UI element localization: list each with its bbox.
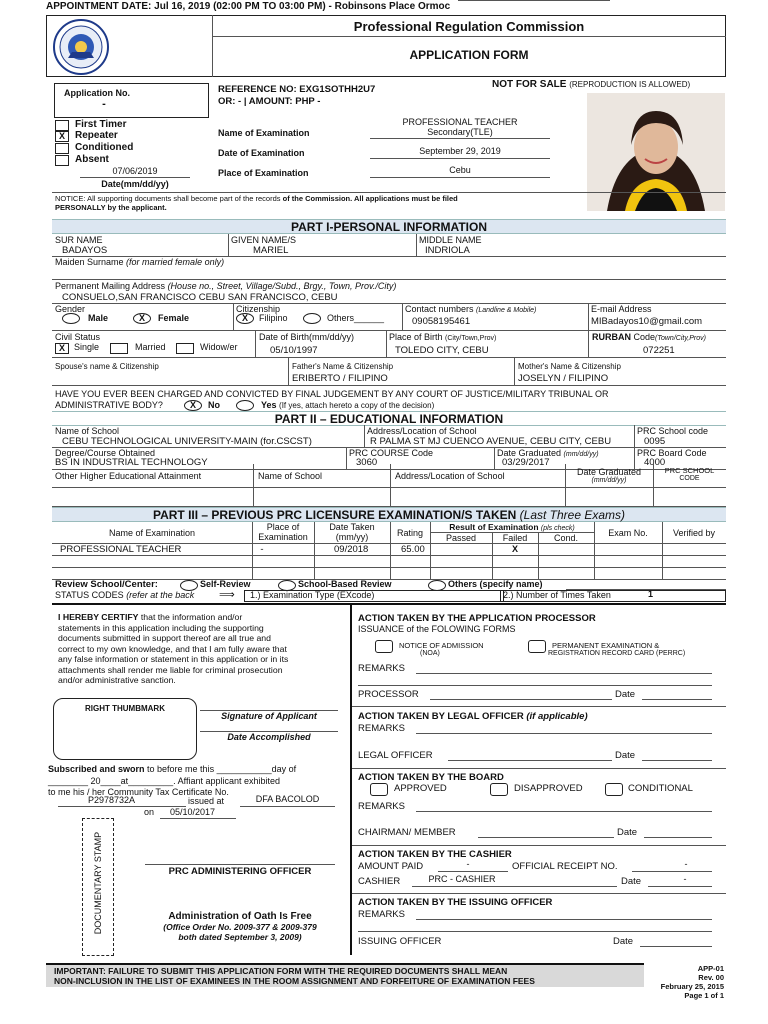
official-receipt-value: - — [684, 859, 688, 869]
remarks-3: REMARKS — [358, 801, 405, 812]
chairman-date-label: Date — [617, 827, 638, 838]
contact-value: 09058195461 — [412, 316, 471, 327]
email-value: MIBadayos10@gmail.com — [591, 316, 703, 327]
perrc-label: PERMANENT EXAMINATION & — [552, 641, 660, 650]
other-grad-note: (mm/dd/yy) — [591, 477, 627, 484]
date-accomplished-label: Date Accomplished — [227, 732, 311, 742]
board-code-label: PRC Board Code — [637, 448, 707, 458]
charged-question: HAVE YOU EVER BEEN CHARGED AND CONVICTED BY FINAL JUDGEMENT BY ANY COURT OF JUSTICE/MILITARY TRIBUNAL OR — [55, 389, 609, 399]
application-no-label: Application No. — [64, 88, 130, 98]
board-code-value: 4000 — [644, 457, 666, 468]
cashier-date-value: - — [683, 874, 687, 884]
school-address-label: Address/Location of School — [367, 426, 477, 436]
given-name-value: MARIEL — [253, 245, 289, 256]
commission-title: Professional Regulation Commission — [353, 19, 585, 34]
others-label: Others______ — [327, 313, 385, 323]
course-code-label: PRC COURSE Code — [349, 448, 434, 458]
civil-status-label: Civil Status — [55, 332, 101, 342]
spouse-label: Spouse's name & Citizenship — [55, 362, 159, 371]
school-code-value: 0095 — [644, 436, 666, 447]
grad-date-label: Date Graduated (mm/dd/yy) — [497, 448, 599, 458]
female-radio[interactable]: X — [133, 313, 151, 324]
issuing-officer-label: ISSUING OFFICER — [358, 936, 442, 947]
on-label: on — [144, 807, 155, 817]
issuing-date-label: Date — [613, 936, 634, 947]
other-school-label: Name of School — [258, 471, 323, 481]
remarks-1: REMARKS — [358, 663, 405, 674]
disapproved-label: DISAPPROVED — [514, 783, 583, 794]
col-exam-name: Name of Examination — [108, 528, 196, 538]
charged-no-radio[interactable]: X — [184, 400, 202, 411]
processor-date-label: Date — [615, 689, 636, 700]
chairman-label: CHAIRMAN/ MEMBER — [358, 827, 456, 838]
middle-name-value: INDRIOLA — [425, 245, 470, 256]
perrc-label-2: REGISTRATION RECORD CARD (PERRC) — [548, 650, 686, 657]
filipino-radio[interactable]: X — [236, 313, 254, 324]
signature-label: Signature of Applicant — [221, 711, 317, 721]
col-rating: Rating — [396, 528, 423, 538]
degree-value: BS IN INDUSTRIAL TECHNOLOGY — [55, 457, 208, 468]
exam-date-label: Date of Examination — [218, 148, 305, 158]
ctc-number: P2978732A — [88, 795, 136, 805]
first-timer-label: First Timer — [75, 119, 127, 130]
issued-at-value: DFA BACOLOD — [255, 794, 320, 804]
rurban-label: RURBAN Code(Town/City,Prov) — [592, 332, 706, 342]
widow-checkbox[interactable] — [176, 343, 194, 354]
appointment-date: APPOINTMENT DATE: Jul 16, 2019 (02:00 PM TO 03:00 PM) - Robinsons Place Ormoc — [46, 1, 451, 12]
status-codes: STATUS CODES (refer at the back — [55, 590, 195, 600]
conditioned-label: Conditioned — [75, 142, 134, 153]
application-date: 07/06/2019 — [112, 166, 158, 176]
first-timer-checkbox[interactable] — [55, 120, 69, 131]
exam-name-value: PROFESSIONAL TEACHER — [402, 117, 518, 127]
conditional-checkbox[interactable] — [605, 783, 623, 796]
board-title: ACTION TAKEN BY THE BOARD — [358, 772, 504, 783]
legal-date-label: Date — [615, 750, 636, 761]
form-code: APP-01 — [697, 964, 724, 973]
form-date: February 25, 2015 — [660, 982, 724, 991]
applicant-photo — [587, 93, 725, 211]
prc-officer: PRC ADMINISTERING OFFICER — [168, 866, 312, 877]
important-line-2: NON-INCLUSION IN THE LIST OF EXAMINEES IN THE ROOM ASSIGNMENT AND FORFEITURE OF EXAMINATION FEES — [54, 976, 535, 986]
date-label: Date(mm/dd/yy) — [101, 179, 169, 189]
application-no-value: - — [102, 98, 106, 110]
col-cond: Cond. — [553, 533, 579, 543]
single-label: Single — [74, 342, 100, 352]
oath-note-2: both dated September 3, 2009) — [178, 932, 302, 942]
mailing-address-label: Permanent Mailing Address (House no., Street, Village/Subd., Brgy., Town, Prov./City) — [55, 281, 397, 291]
charged-no-label: No — [208, 400, 220, 410]
col-verified: Verified by — [672, 528, 716, 538]
times-taken-value: 1 — [648, 589, 654, 599]
widow-label: Widow/er — [200, 342, 238, 352]
school-address-value: R PALMA ST MJ CUENCO AVENUE, CEBU CITY, CEBU — [370, 436, 612, 447]
absent-label: Absent — [75, 154, 109, 165]
cashier-title: ACTION TAKEN BY THE CASHIER — [358, 849, 512, 860]
mother-label: Mother's Name & Citizenship — [518, 362, 621, 371]
noa-checkbox[interactable] — [375, 640, 393, 653]
documentary-stamp: DOCUMENTARY STAMP — [93, 831, 103, 935]
thumbmark-label: RIGHT THUMBMARK — [85, 704, 165, 713]
given-name-label: GIVEN NAME/S — [231, 235, 297, 245]
amount-paid-label: AMOUNT PAID — [358, 861, 424, 872]
rurban-value: 072251 — [643, 345, 675, 356]
dob-label: Date of Birth(mm/dd/yy) — [259, 332, 355, 342]
col-date: Date Taken — [329, 522, 375, 532]
married-checkbox[interactable] — [110, 343, 128, 354]
charged-yes-radio[interactable] — [236, 400, 254, 411]
col-place-2: Examination — [258, 532, 308, 542]
arrow-right-icon: ⟹ — [219, 589, 235, 601]
exam-place-label: Place of Examination — [218, 168, 309, 178]
email-label: E-mail Address — [591, 304, 652, 314]
times-taken: 2.) Number of Times Taken — [503, 590, 611, 600]
important-line-1: IMPORTANT: FAILURE TO SUBMIT THIS APPLICATION FORM WITH THE REQUIRED DOCUMENTS SHALL MEAN — [54, 966, 508, 976]
contact-label: Contact numbers (Landline & Mobile) — [405, 304, 537, 314]
father-value: ERIBERTO / FILIPINO — [292, 373, 388, 384]
disapproved-checkbox[interactable] — [490, 783, 508, 796]
school-review-label: School-Based Review — [298, 579, 392, 589]
female-label: Female — [158, 313, 190, 323]
repeater-checkbox[interactable]: X — [55, 131, 69, 142]
row-exam-name: PROFESSIONAL TEACHER — [60, 544, 182, 555]
charged-yes-label: Yes (If yes, attach hereto a copy of the decision) — [261, 400, 435, 410]
or-amount: OR: - | AMOUNT: PHP - — [218, 96, 321, 107]
exam-date-value: September 29, 2019 — [419, 146, 501, 156]
exam-type: 1.) Examination Type (EXcode) — [250, 590, 375, 600]
school-code-label: PRC School code — [637, 426, 709, 436]
other-education-label: Other Higher Educational Attainment — [55, 471, 202, 481]
cashier-label: CASHIER — [358, 876, 401, 887]
official-receipt-label: OFFICIAL RECEIPT NO. — [512, 861, 618, 872]
oath-note-1: (Office Order No. 2009-377 & 2009-379 — [163, 922, 317, 932]
married-label: Married — [135, 342, 166, 352]
remarks-2: REMARKS — [358, 723, 405, 734]
pob-label: Place of Birth (City/Town,Prov) — [389, 332, 497, 342]
repeater-label: Repeater — [75, 130, 118, 141]
part3-title: PART III – PREVIOUS PRC LICENSURE EXAMINATION/S TAKEN (Last Three Exams) — [52, 507, 726, 522]
others-review-label: Others (specify name) — [448, 579, 543, 589]
perrc-checkbox[interactable] — [528, 640, 546, 653]
col-place: Place of — [266, 522, 300, 532]
father-label: Father's Name & Citizenship — [292, 362, 394, 371]
col-failed: Failed — [502, 533, 528, 543]
exam-place-value: Cebu — [449, 165, 471, 175]
row-place: - — [260, 544, 264, 555]
others-radio[interactable] — [303, 313, 321, 324]
conditional-label: CONDITIONAL — [628, 783, 693, 794]
gender-label: Gender — [55, 304, 86, 314]
legal-officer-label: LEGAL OFFICER — [358, 750, 433, 761]
middle-name-label: MIDDLE NAME — [419, 235, 482, 245]
prc-seal-icon — [52, 18, 110, 76]
school-name-label: Name of School — [55, 426, 120, 436]
part1-title: PART I-PERSONAL INFORMATION — [52, 219, 726, 234]
on-date: 05/10/2017 — [170, 807, 216, 817]
review-label: Review School/Center: — [55, 579, 158, 590]
filipino-label: Filipino — [259, 313, 288, 323]
degree-label: Degree/Course Obtained — [55, 448, 156, 458]
col-result: Result of Examination (pls check) — [449, 522, 575, 532]
exam-name-sub: Secondary(TLE) — [427, 127, 493, 137]
issuing-title: ACTION TAKEN BY THE ISSUING OFFICER — [358, 897, 553, 908]
male-radio[interactable] — [62, 313, 80, 324]
grad-date-value: 03/29/2017 — [502, 457, 550, 468]
other-code-label-2: CODE — [679, 475, 700, 482]
other-code-label: PRC SCHOOL — [664, 466, 715, 475]
charged-question-2: ADMINISTRATIVE BODY? — [55, 400, 163, 410]
mailing-address-value: CONSUELO,SAN FRANCISCO CEBU SAN FRANCISCO, CEBU — [62, 292, 338, 303]
row-rating: 65.00 — [401, 544, 425, 555]
other-grad-label: Date Graduated — [576, 467, 642, 477]
exam-name-label: Name of Examination — [218, 128, 310, 138]
form-page: Page 1 of 1 — [684, 991, 724, 1000]
reference-no: REFERENCE NO: EXG1SOTHH2U7 — [218, 84, 376, 95]
noa-label: NOTICE OF ADMISSION — [399, 641, 484, 650]
not-for-sale: NOT FOR SALE (REPRODUCTION IS ALLOWED) — [492, 79, 691, 90]
row-date: 09/2018 — [334, 544, 369, 555]
surname-value: BADAYOS — [62, 245, 108, 256]
col-date-2: (mm/yy) — [335, 532, 369, 542]
mother-value: JOSELYN / FILIPINO — [518, 373, 609, 384]
other-address-label: Address/Location of School — [395, 471, 505, 481]
male-label: Male — [88, 313, 109, 323]
processor-title: ACTION TAKEN BY THE APPLICATION PROCESSOR — [358, 613, 596, 624]
cashier-date-label: Date — [621, 876, 642, 887]
form-title: APPLICATION FORM — [409, 48, 529, 62]
form-code-block — [640, 964, 724, 1000]
issuance-label: ISSUANCE of the FOLOWING FORMS — [358, 624, 516, 634]
certification-text: I HEREBY CERTIFY that the information and/or statements in this application including the supporting documents submitted in support thereof are all true and correct to my own knowledge, and that I am fully aware that any false information or statement in this application or in its attachments shall render me liable for criminal prosecution and/or administrative sanction. — [58, 612, 289, 685]
dob-value: 05/10/1997 — [270, 345, 318, 356]
row-failed: X — [511, 544, 518, 554]
citizenship-label: Citizenship — [236, 304, 281, 314]
self-review-label: Self-Review — [200, 579, 251, 589]
cashier-value: PRC - CASHIER — [428, 874, 496, 884]
legal-title: ACTION TAKEN BY LEGAL OFFICER (if applicable) — [358, 711, 588, 722]
part2-title: PART II – EDUCATIONAL INFORMATION — [52, 411, 726, 426]
notice: NOTICE: All supporting documents shall become part of the records of the Commission. All applications must be filed PERSONALLY by the applicant. — [55, 194, 458, 212]
course-code-value: 3060 — [356, 457, 378, 468]
approved-label: APPROVED — [394, 783, 447, 794]
conditioned-checkbox[interactable] — [55, 143, 69, 154]
col-exam-no: Exam No. — [608, 528, 648, 538]
noa-label-2: (NOA) — [420, 650, 440, 657]
col-passed: Passed — [445, 533, 477, 543]
oath-title: Administration of Oath Is Free — [168, 911, 312, 922]
approved-checkbox[interactable] — [370, 783, 388, 796]
amount-paid-value: - — [466, 859, 470, 869]
form-rev: Rev. 00 — [698, 973, 724, 982]
school-name-value: CEBU TECHNOLOGICAL UNIVERSITY-MAIN (for.CSCST) — [62, 436, 312, 447]
processor-label: PROCESSOR — [358, 689, 419, 700]
sworn-statement: Subscribed and sworn to before me this ___________day of ________ 20____at_________. Affiant applicant exhibited to me his / her Community Tax Certificate No. — [48, 764, 297, 797]
remarks-4: REMARKS — [358, 909, 405, 920]
issued-at-label: issued at — [188, 796, 225, 806]
surname-label: SUR NAME — [55, 235, 103, 245]
maiden-surname: Maiden Surname (for married female only) — [55, 257, 225, 267]
absent-checkbox[interactable] — [55, 155, 69, 166]
single-checkbox[interactable]: X — [55, 343, 69, 354]
pob-value: TOLEDO CITY, CEBU — [395, 345, 489, 356]
